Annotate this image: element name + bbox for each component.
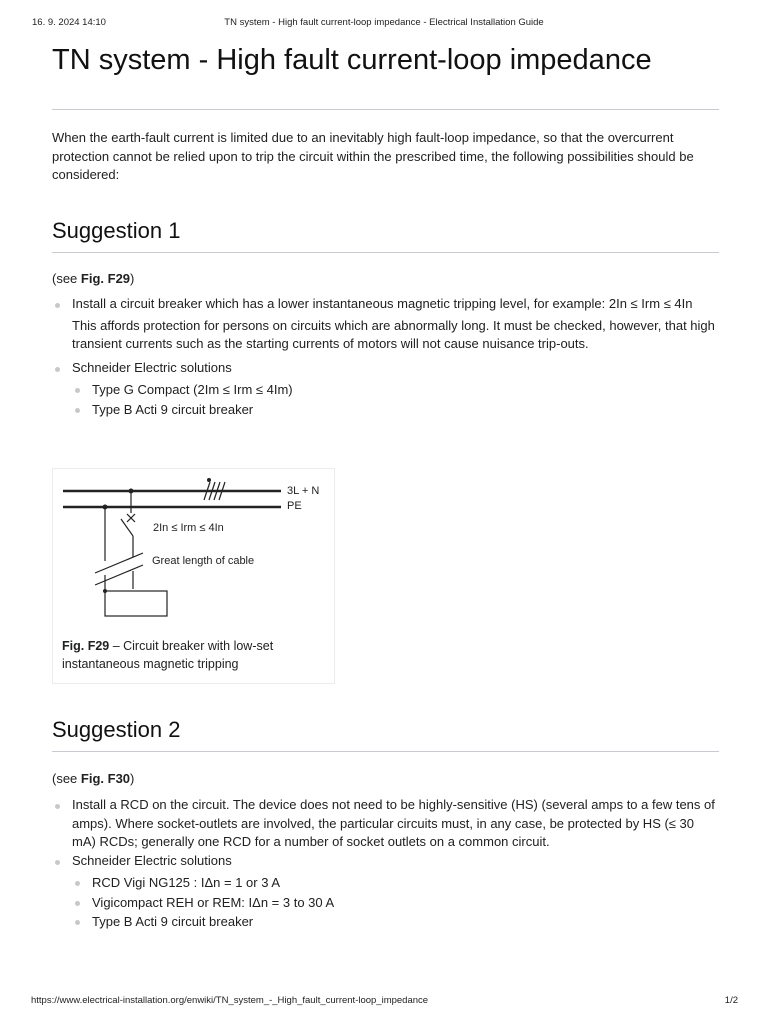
suggestion-1-see-ref: (see Fig. F29) (52, 271, 135, 286)
suggestion-2-see-ref: (see Fig. F30) (52, 771, 135, 786)
suggestion-2-list (52, 796, 719, 932)
fig-f29-link[interactable]: Fig. F29 (80, 271, 131, 286)
page-url: https://www.electrical-installation.org/enwiki/TN_system_-_High_fault_current-loop_impedance (31, 995, 429, 1006)
list-item: Type G Compact (2Im ≤ Irm ≤ 4Im) (72, 380, 719, 400)
label-tripping-setting: 2In ≤ Irm ≤ 4In (153, 522, 224, 534)
suggestion-1-heading: Suggestion 1 (52, 218, 181, 243)
cable-length-break (95, 553, 143, 585)
list-item: Install a RCD on the circuit. The device does not need to be highly-sensitive (HS) (several amps to a few tens of amps). Where socket-outlets are involved, the particular circuits must, in any case, be protected by HS (≤ 30 mA) RCDs; generally one RCD for a number of socket outlets on a common circuit. (52, 796, 719, 852)
suggestion-1-divider (52, 252, 719, 253)
list-item: RCD Vigi NG125 : IΔn = 1 or 3 A (72, 873, 719, 893)
suggestion-2-divider (52, 751, 719, 752)
list-item: Type B Acti 9 circuit breaker (72, 912, 719, 932)
page-number: 1/2 (724, 995, 738, 1006)
page-title: TN system - High fault current-loop impedance (52, 44, 652, 76)
print-header (0, 17, 768, 31)
solutions-list (72, 873, 719, 932)
list-item: Vigicompact REH or REM: IΔn = 3 to 30 A (72, 893, 719, 913)
suggestion-1-list (52, 295, 719, 419)
print-footer (0, 995, 768, 1009)
list-item: Schneider Electric solutions Type G Compact (2Im ≤ Irm ≤ 4Im) Type B Acti 9 circuit breaker (52, 359, 719, 420)
breaker-contact-x (127, 514, 135, 522)
list-item: Schneider Electric solutions RCD Vigi NG125 : IΔn = 1 or 3 A Vigicompact REH or REM: IΔn = 3 to 30 A Type B Acti 9 circuit breaker (52, 852, 719, 932)
title-divider (52, 109, 719, 110)
label-cable-length: Great length of cable (152, 555, 255, 567)
neutral-dot (207, 478, 211, 482)
figure-caption: Fig. F29 – Circuit breaker with low-set instantaneous magnetic tripping (62, 639, 274, 671)
print-page-title: TN system - High fault current-loop impedance - Electrical Installation Guide (224, 17, 544, 28)
list-item-note: This affords protection for persons on circuits which are abnormally long. It must be checked, however, that high transient currents such as the starting currents of motors will not cause nuisance trip-outs. (72, 317, 715, 351)
label-pe: PE (287, 500, 302, 512)
circuit-diagram (53, 469, 334, 634)
suggestion-2-heading: Suggestion 2 (52, 717, 181, 742)
list-item: Type B Acti 9 circuit breaker (72, 400, 719, 420)
print-datetime: 16. 9. 2024 14:10 (32, 17, 106, 28)
label-3l-n: 3L + N (287, 485, 320, 497)
figure-f29 (52, 468, 335, 684)
load-box (105, 591, 167, 616)
solutions-list (72, 380, 719, 419)
fig-f30-link[interactable]: Fig. F30 (80, 771, 131, 786)
intro-paragraph: When the earth-fault current is limited due to an inevitably high fault-loop impedance, so that the overcurrent protection cannot be relied upon to trip the circuit within the prescribed time, the following possibilities should be considered: (52, 130, 694, 182)
caption-ref: Fig. F29 (62, 639, 110, 653)
list-item: Install a circuit breaker which has a lower instantaneous magnetic tripping level, for example: 2In ≤ Irm ≤ 4In This affords protection for persons on circuits which are abnormally long. It must be checked, however, that high transient currents such as the starting currents of motors will not cause nuisance trip-outs. (52, 295, 719, 354)
